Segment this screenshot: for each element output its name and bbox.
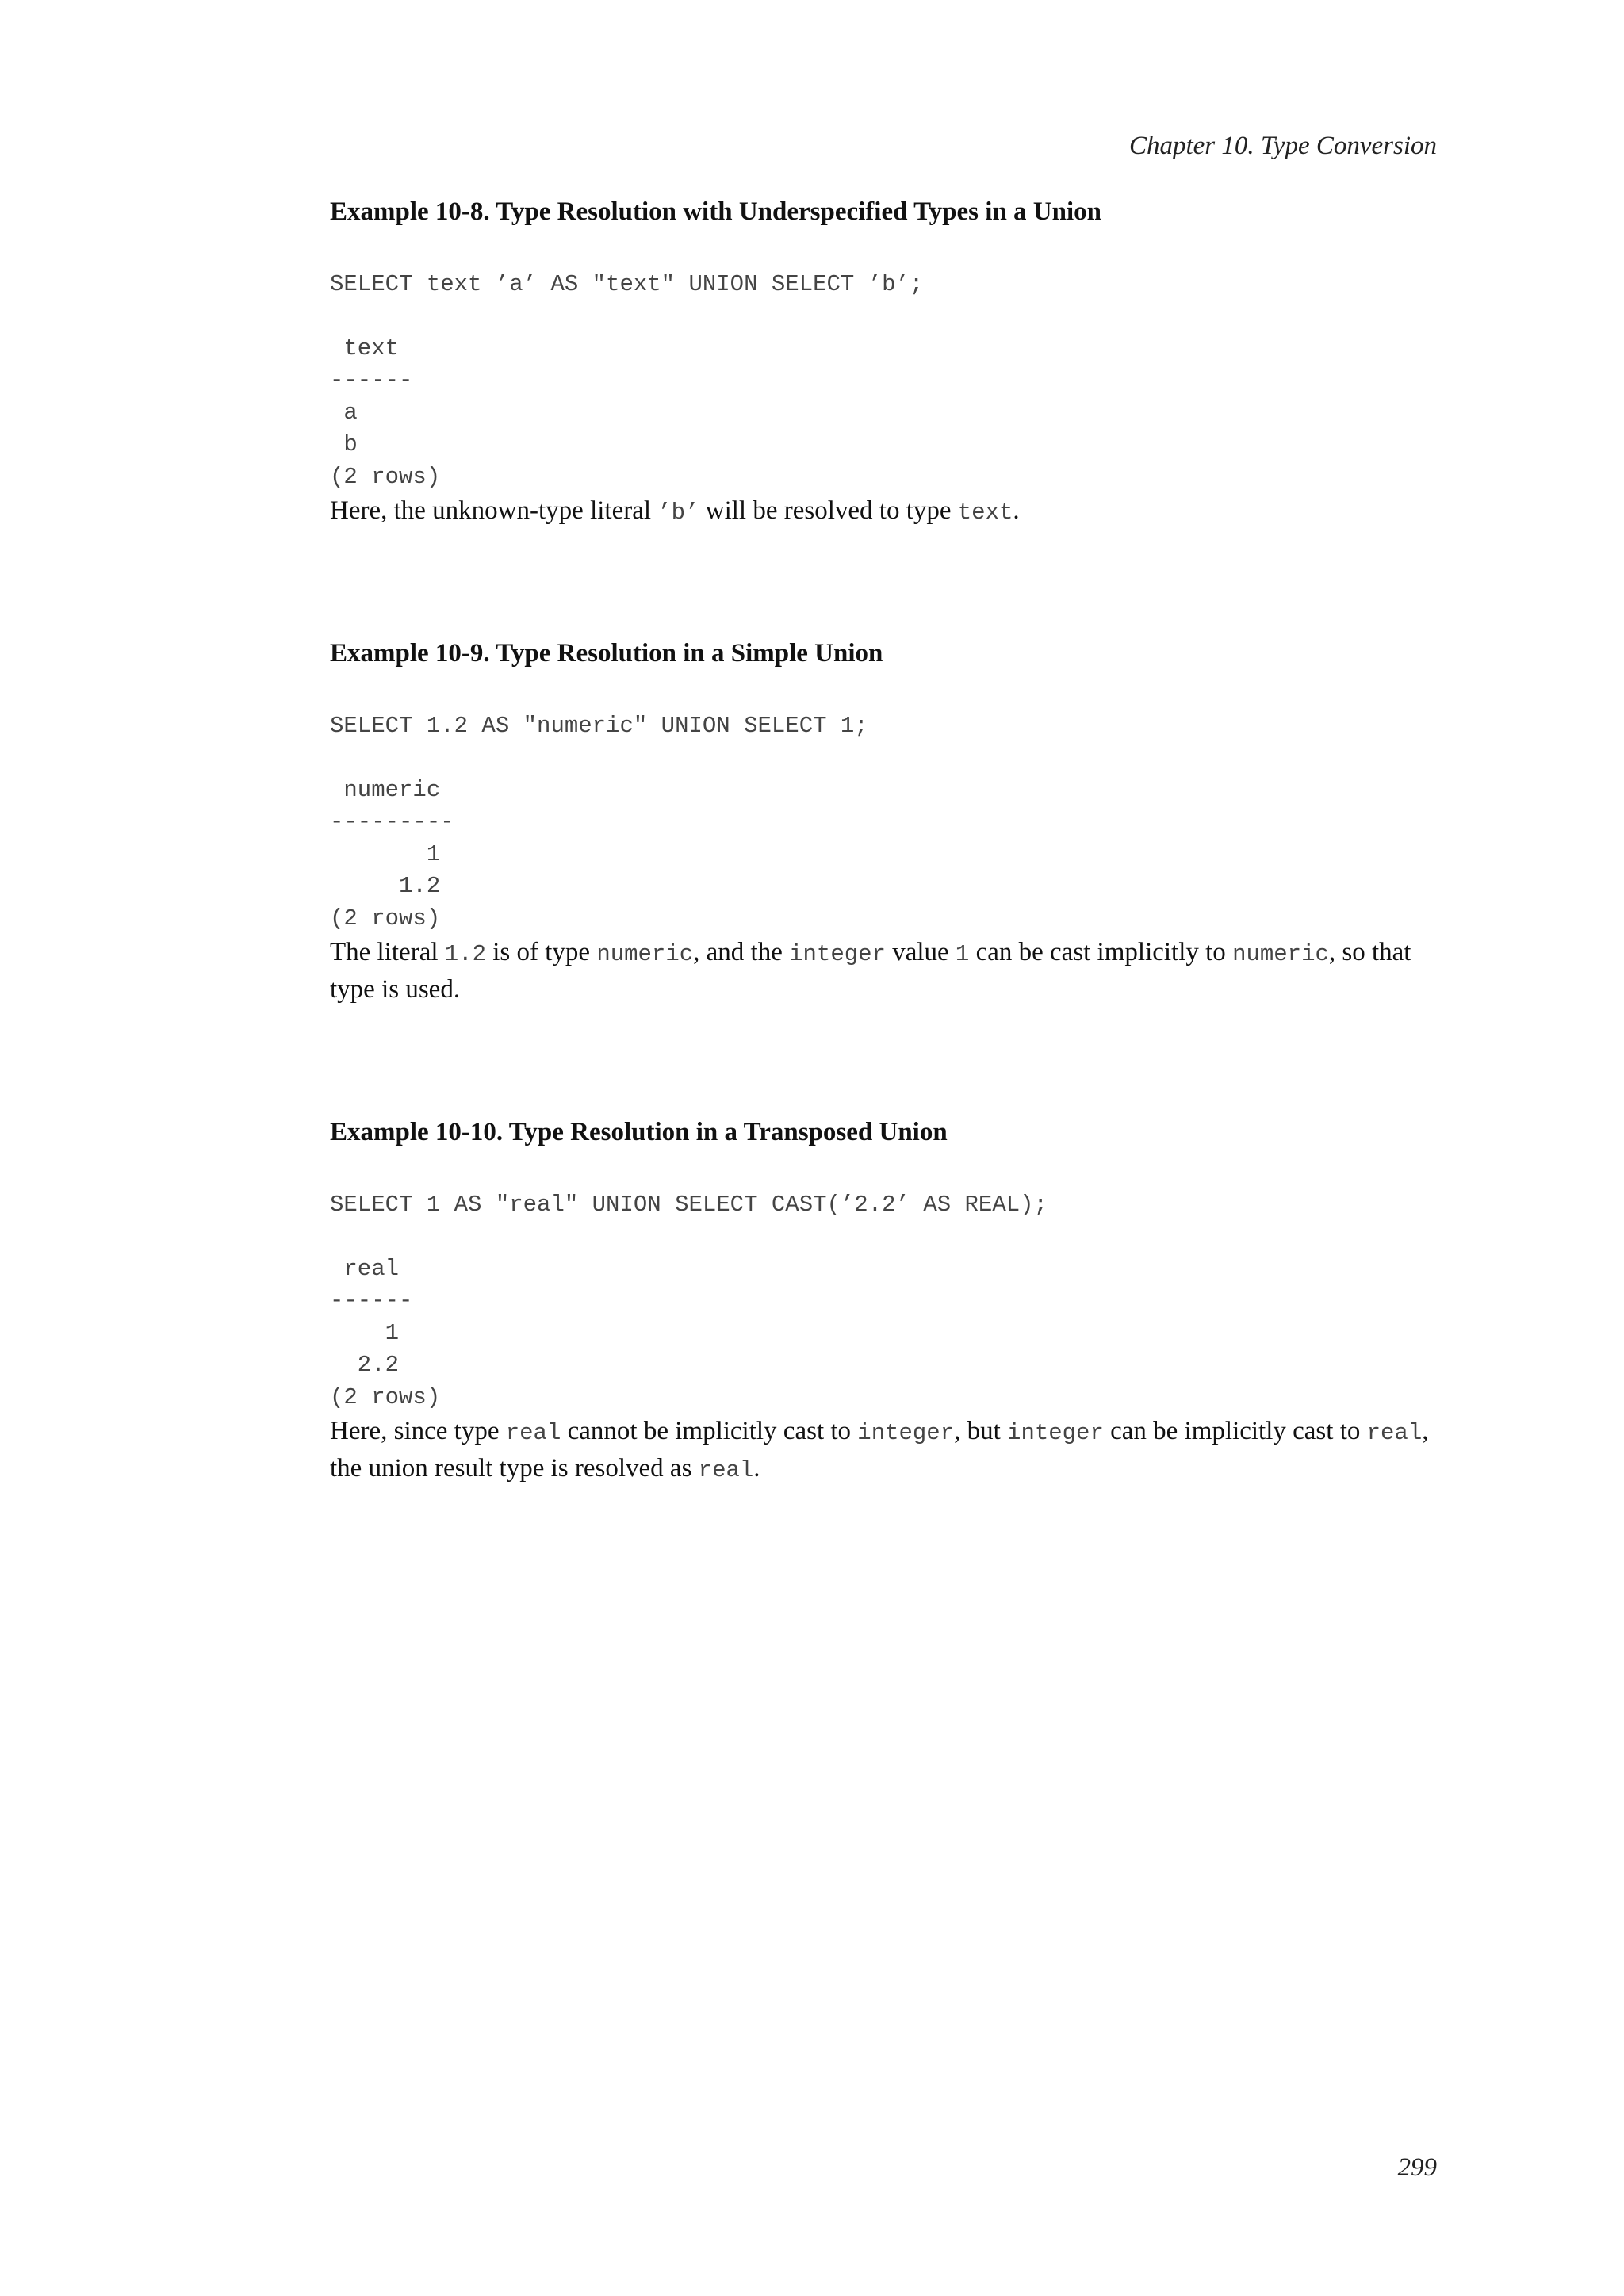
inline-code: 1 — [955, 941, 970, 967]
text-run: Here, since type — [330, 1417, 506, 1445]
running-header: Chapter 10. Type Conversion — [1128, 132, 1437, 160]
text-run: will be resolved to type — [699, 496, 958, 525]
result-line: text — [330, 335, 400, 362]
text-run: , and the — [693, 938, 790, 966]
result-line: 1.2 — [330, 873, 441, 899]
sql-query: SELECT 1.2 AS "numeric" UNION SELECT 1; — [330, 713, 868, 739]
result-line: 2.2 — [330, 1352, 400, 1378]
result-line: ------ — [330, 1288, 413, 1314]
query-result — [330, 333, 1437, 494]
text-run: , the union result type is resolved as — [330, 1417, 1429, 1483]
query-result — [330, 775, 1437, 936]
sql-query: SELECT text ’a’ AS "text" UNION SELECT ’b’; — [330, 271, 924, 297]
page-number: 299 — [1397, 2153, 1437, 2182]
result-line: --------- — [330, 809, 454, 835]
result-line: (2 rows) — [330, 1383, 441, 1410]
inline-code: real — [505, 1420, 561, 1446]
inline-code: real — [698, 1457, 754, 1483]
document-page — [330, 0, 1437, 2296]
explanation-paragraph — [330, 493, 1437, 530]
result-line: (2 rows) — [330, 905, 441, 932]
inline-code: numeric — [596, 941, 694, 967]
inline-code: real — [1366, 1420, 1423, 1446]
inline-code: ’b’ — [657, 499, 699, 526]
query-result — [330, 1253, 1437, 1414]
text-run: . — [753, 1454, 760, 1483]
text-run: Here, the unknown-type literal — [330, 496, 658, 525]
text-run: The literal — [330, 938, 445, 966]
explanation-paragraph — [330, 1414, 1437, 1488]
result-line: a — [330, 399, 358, 426]
result-line: b — [330, 431, 358, 457]
inline-code: integer — [1007, 1420, 1104, 1446]
result-line: 1 — [330, 840, 441, 867]
result-line: ------ — [330, 367, 413, 393]
example-title: Example 10-9. Type Resolution in a Simple Union — [330, 639, 883, 668]
sql-query: SELECT 1 AS "real" UNION SELECT CAST(’2.2’ AS REAL); — [330, 1192, 1048, 1218]
example-10-9 — [330, 636, 1437, 1008]
example-title: Example 10-10. Type Resolution in a Transposed Union — [330, 1118, 948, 1146]
inline-code: numeric — [1232, 941, 1329, 967]
text-run: value — [885, 938, 956, 966]
text-run: , but — [954, 1417, 1008, 1445]
example-10-8 — [330, 194, 1437, 530]
text-run: , so that type is used. — [330, 938, 1411, 1004]
text-run: . — [1013, 496, 1020, 525]
result-line: (2 rows) — [330, 463, 441, 490]
inline-code: integer — [857, 1420, 955, 1446]
example-10-10 — [330, 1115, 1437, 1488]
inline-code: 1.2 — [444, 941, 486, 967]
example-title: Example 10-8. Type Resolution with Underspecified Types in a Union — [330, 197, 1102, 226]
text-run: cannot be implicitly cast to — [561, 1417, 858, 1445]
inline-code: integer — [789, 941, 886, 967]
explanation-paragraph — [330, 935, 1437, 1008]
text-run: is of type — [485, 938, 597, 966]
result-line: real — [330, 1255, 400, 1282]
text-run: can be cast implicitly to — [969, 938, 1233, 966]
text-run: can be implicitly cast to — [1103, 1417, 1367, 1445]
result-line: numeric — [330, 776, 441, 803]
inline-code: text — [957, 499, 1013, 526]
result-line: 1 — [330, 1319, 400, 1346]
